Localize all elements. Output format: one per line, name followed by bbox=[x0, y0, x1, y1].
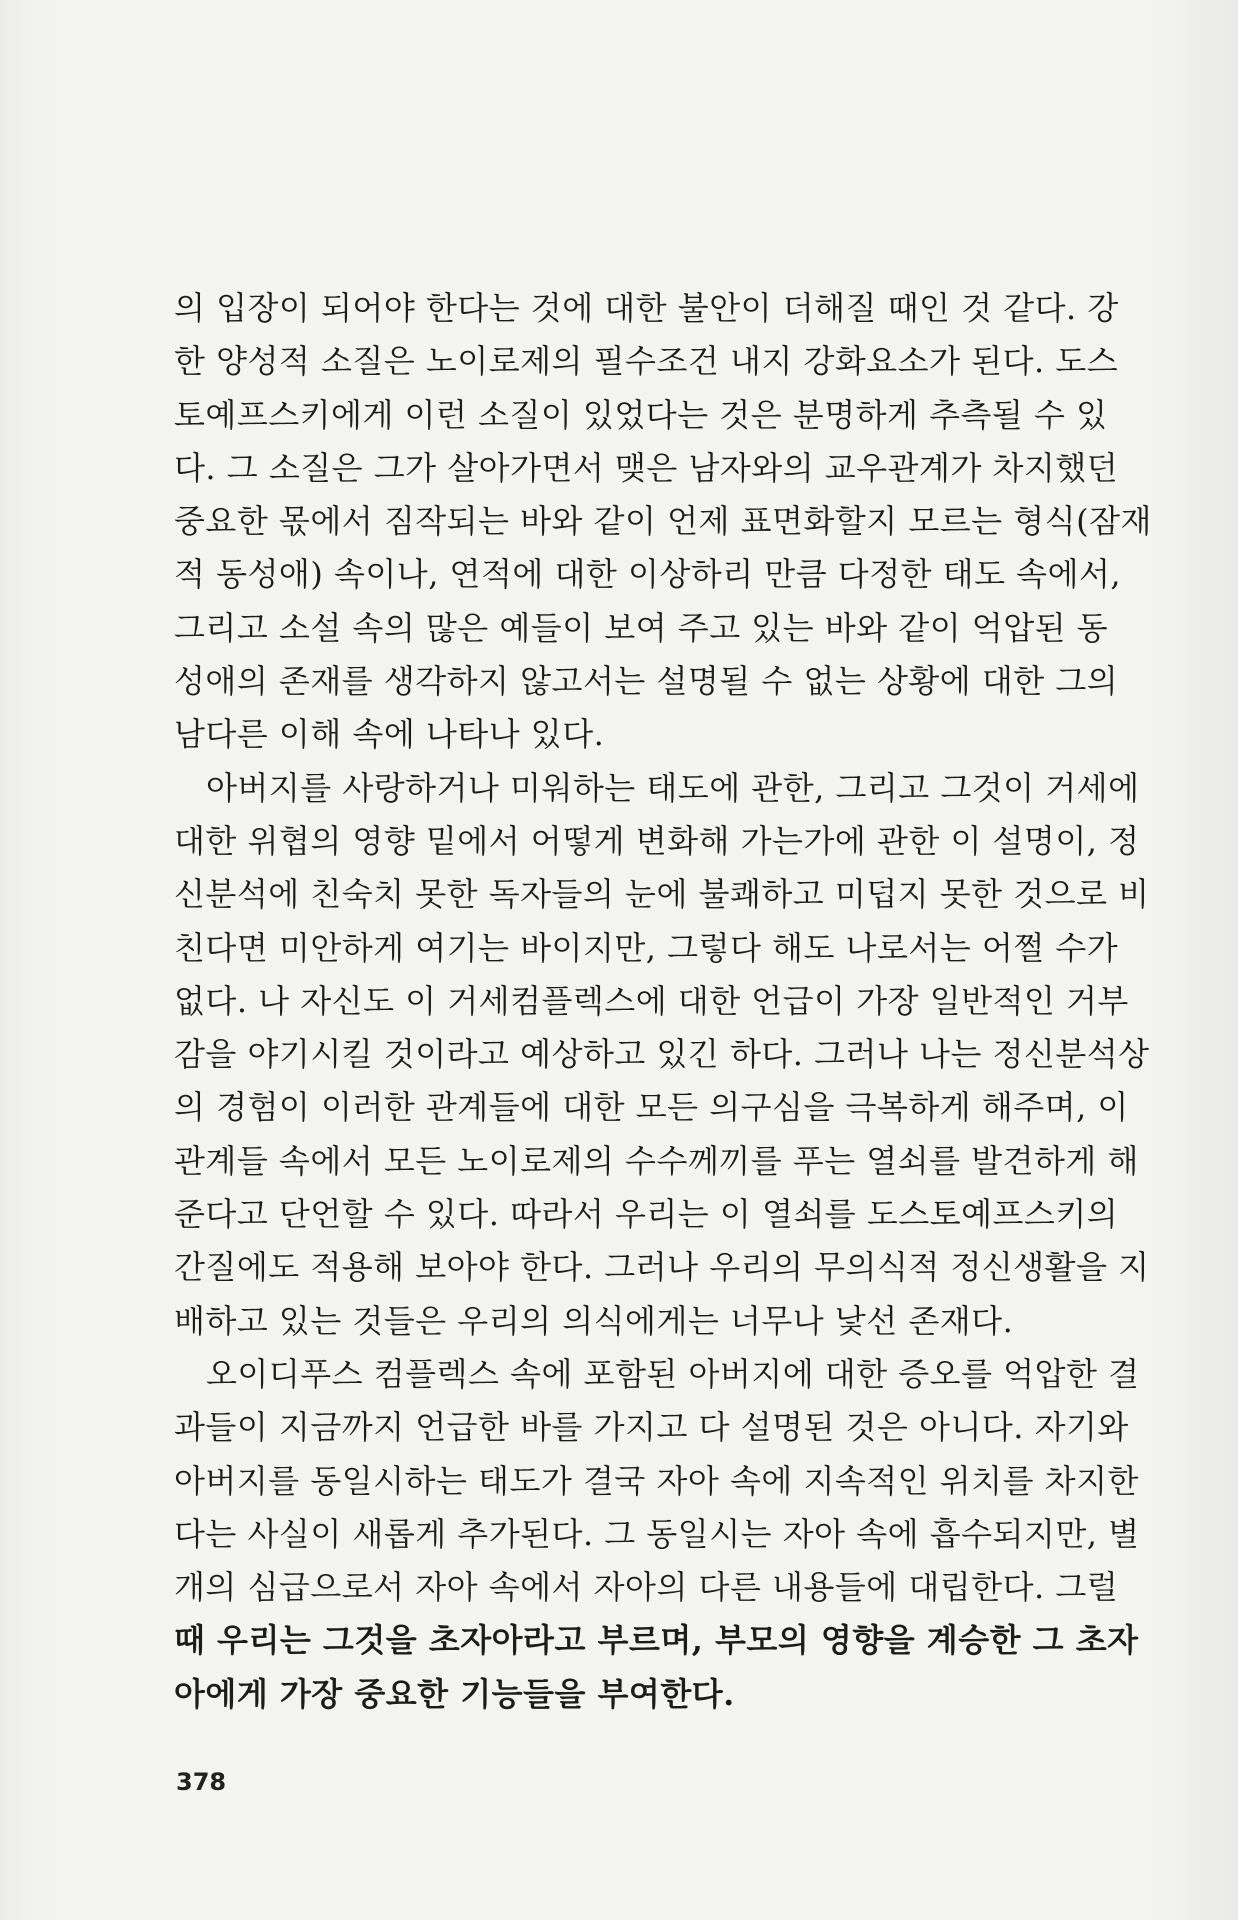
text-line: 아버지를 사랑하거나 미워하는 태도에 관한, 그리고 그것이 거세에 bbox=[206, 768, 1140, 807]
text-line: 남다른 이해 속에 나타나 있다. bbox=[174, 715, 605, 754]
text-line: 신분석에 친숙치 못한 독자들의 눈에 불쾌하고 미덥지 못한 것으로 비 bbox=[174, 875, 1150, 914]
text-line: 그리고 소설 속의 많은 예들이 보여 주고 있는 바와 같이 억압된 동 bbox=[174, 608, 1109, 647]
text-line: 다는 사실이 새롭게 추가된다. 그 동일시는 자아 속에 흡수되지만, 별 bbox=[174, 1514, 1140, 1553]
text-line: 때 우리는 그것을 초자아라고 부르며, 부모의 영향을 계승한 그 초자 bbox=[174, 1621, 1139, 1660]
text-line: 아에게 가장 중요한 기능들을 부여한다. bbox=[174, 1674, 735, 1713]
text-line: 성애의 존재를 생각하지 않고서는 설명될 수 없는 상황에 대한 그의 bbox=[174, 662, 1119, 701]
text-line: 개의 심급으로서 자아 속에서 자아의 다른 내용들에 대립한다. 그럴 bbox=[174, 1568, 1119, 1607]
text-line: 의 입장이 되어야 한다는 것에 대한 불안이 더해질 때인 것 같다. 강 bbox=[174, 289, 1119, 327]
text-line: 배하고 있는 것들은 우리의 의식에게는 너무나 낯선 존재다. bbox=[174, 1301, 1014, 1340]
text-line: 토예프스키에게 이런 소질이 있었다는 것은 분명하게 추측될 수 있 bbox=[174, 395, 1108, 434]
text-line: 한 양성적 소질은 노이로제의 필수조건 내지 강화요소가 된다. 도스 bbox=[174, 342, 1119, 381]
page-number: 378 bbox=[176, 1768, 227, 1796]
text-line: 오이디푸스 컴플렉스 속에 포함된 아버지에 대한 증오를 억압한 결 bbox=[206, 1354, 1140, 1393]
text-line: 감을 야기시킬 것이라고 예상하고 있긴 하다. 그러나 나는 정신분석상 bbox=[174, 1035, 1150, 1074]
text-line: 대한 위협의 영향 밑에서 어떻게 변화해 가는가에 관한 이 설명이, 정 bbox=[174, 821, 1140, 860]
text-line: 과들이 지금까지 언급한 바를 가지고 다 설명된 것은 아니다. 자기와 bbox=[174, 1408, 1129, 1447]
text-line: 중요한 몫에서 짐작되는 바와 같이 언제 표면화할지 모르는 형식(잠재 bbox=[174, 502, 1152, 541]
text-line: 간질에도 적용해 보아야 한다. 그러나 우리의 무의식적 정신생활을 지 bbox=[174, 1248, 1150, 1287]
text-line: 친다면 미안하게 여기는 바이지만, 그렇다 해도 나로서는 어쩔 수가 bbox=[174, 928, 1119, 967]
text-line: 아버지를 동일시하는 태도가 결국 자아 속에 지속적인 위치를 차지한 bbox=[174, 1461, 1139, 1500]
text-line: 의 경험이 이러한 관계들에 대한 모든 의구심을 극복하게 해주며, 이 bbox=[174, 1088, 1129, 1127]
body-text bbox=[174, 282, 1152, 1721]
text-line: 없다. 나 자신도 이 거세컴플렉스에 대한 언급이 가장 일반적인 거부 bbox=[174, 981, 1129, 1020]
text-line: 적 동성애) 속이나, 연적에 대한 이상하리 만큼 다정한 태도 속에서, bbox=[174, 555, 1122, 594]
text-line: 다. 그 소질은 그가 살아가면서 맺은 남자와의 교우관계가 차지했던 bbox=[174, 448, 1119, 487]
text-line: 관계들 속에서 모든 노이로제의 수수께끼를 푸는 열쇠를 발견하게 해 bbox=[174, 1141, 1139, 1180]
text-line: 준다고 단언할 수 있다. 따라서 우리는 이 열쇠를 도스토예프스키의 bbox=[174, 1195, 1119, 1234]
